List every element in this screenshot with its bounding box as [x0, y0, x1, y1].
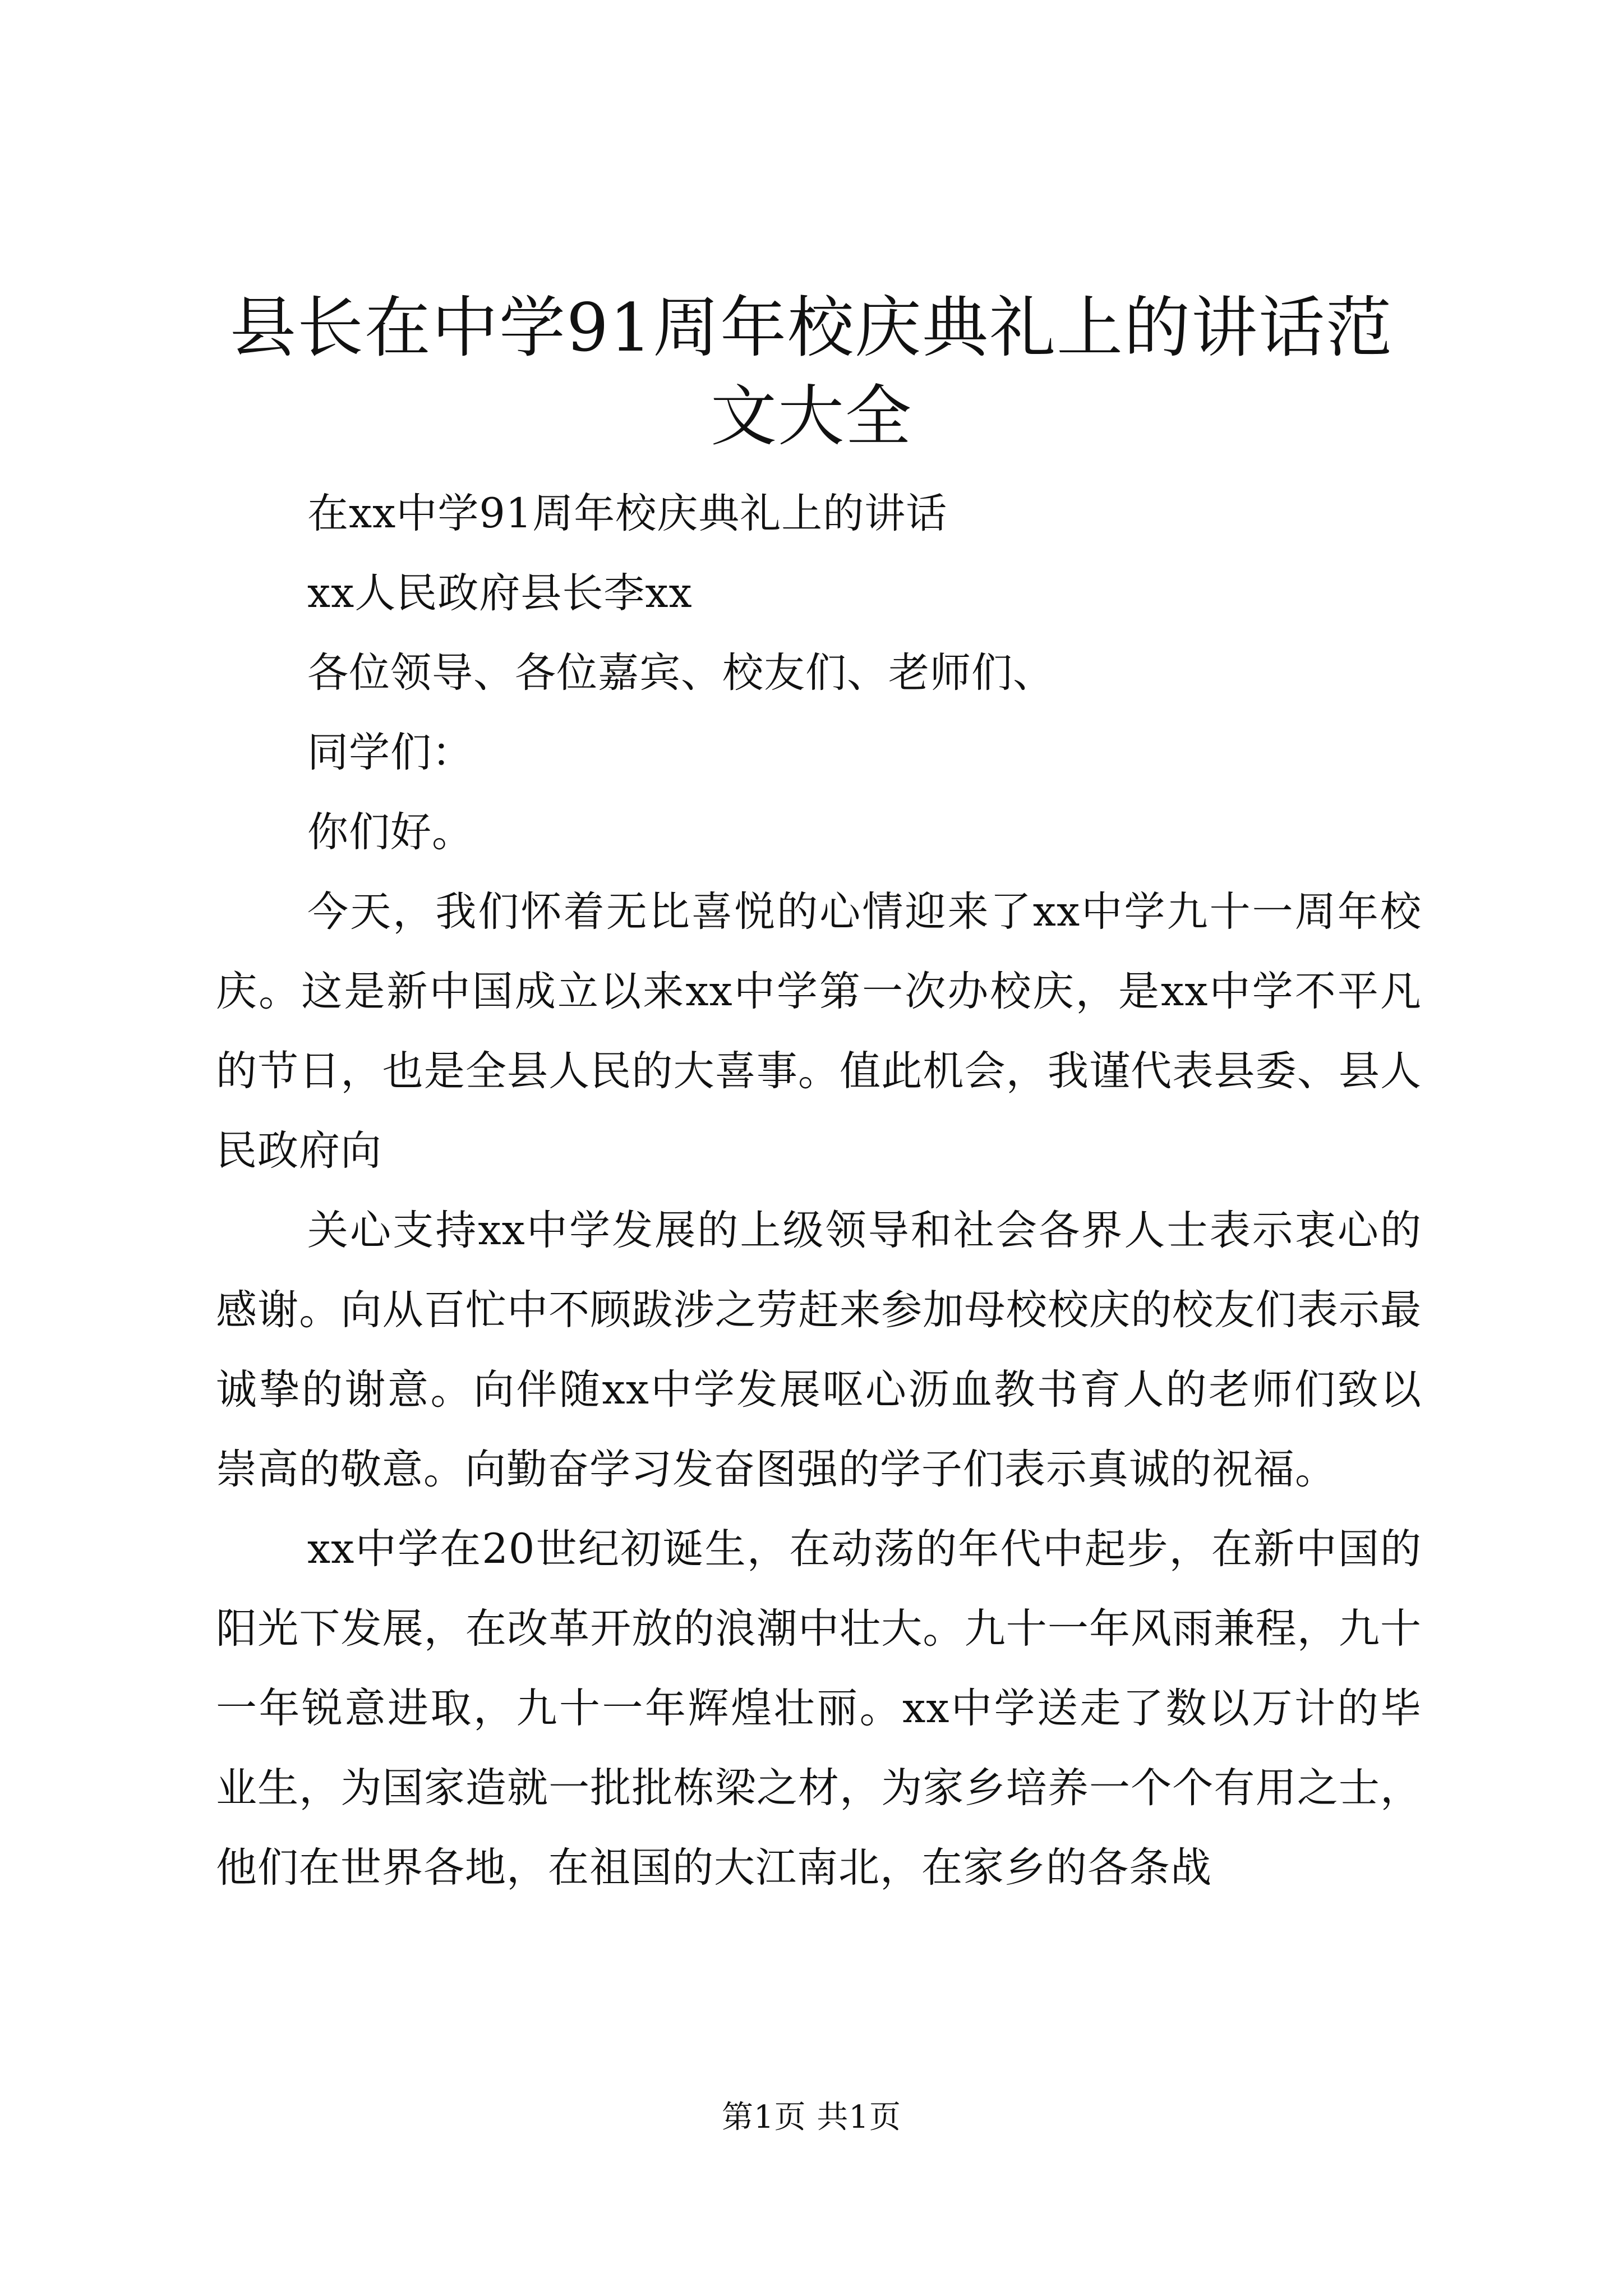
- document-body: [216, 474, 1422, 1908]
- body-paragraph: 今天，我们怀着无比喜悦的心情迎来了xx中学九十一周年校庆。这是新中国成立以来xx中学第一次办校庆，是xx中学不平凡的节日，也是全县人民的大喜事。值此机会，我谨代表县委、县人民政府向: [216, 888, 1422, 1175]
- salutation-continuation: 同学们：: [307, 729, 473, 776]
- speaker-line: xx人民政府县长李xx: [307, 569, 693, 617]
- greeting-line: 你们好。: [307, 808, 473, 856]
- document-title: 县长在中学91周年校庆典礼上的讲话范文大全: [229, 289, 1394, 455]
- body-paragraph: 关心支持xx中学发展的上级领导和社会各界人士表示衷心的感谢。向从百忙中不顾跋涉之劳赶来参加母校校庆的校友们表示最诚挚的谢意。向伴随xx中学发展呕心沥血教书育人的老师们致以崇高的敬意。向勤奋学习发奋图强的学子们表示真诚的祝福。: [216, 1207, 1422, 1493]
- page-footer: 第1页 共1页: [721, 2099, 902, 2136]
- body-paragraph: xx中学在20世纪初诞生，在动荡的年代中起步，在新中国的阳光下发展，在改革开放的浪潮中壮大。九十一年风雨兼程，九十一年锐意进取，九十一年辉煌壮丽。xx中学送走了数以万计的毕业生，为国家造就一批批栋梁之材，为家乡培养一个个有用之士，他们在世界各地，在祖国的大江南北，在家乡的各条战: [216, 1525, 1422, 1892]
- salutation-line: 各位领导、各位嘉宾、校友们、老师们、: [307, 649, 1054, 697]
- speech-heading: 在xx中学91周年校庆典礼上的讲话: [307, 490, 948, 537]
